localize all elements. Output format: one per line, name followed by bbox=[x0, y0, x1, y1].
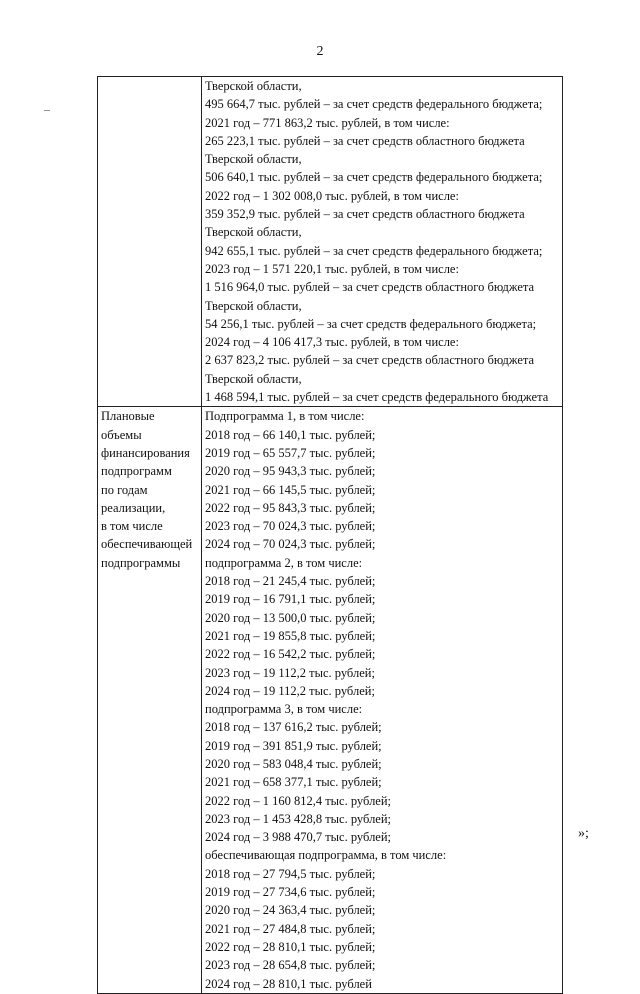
label-line: объемы bbox=[101, 427, 142, 442]
text-line: 2018 год – 21 245,4 тыс. рублей; bbox=[205, 574, 376, 589]
text-line: Тверской области, bbox=[205, 298, 302, 313]
text-line: Тверской области, bbox=[205, 225, 302, 240]
text-line: 2024 год – 70 024,3 тыс. рублей; bbox=[205, 537, 376, 552]
text-line: 2022 год – 1 302 008,0 тыс. рублей, в том числе: bbox=[205, 188, 459, 203]
text-line: Подпрограмма 1, в том числе: bbox=[205, 409, 365, 424]
text-line: 942 655,1 тыс. рублей – за счет средств федерального бюджета; bbox=[205, 243, 543, 258]
text-line: 2021 год – 27 484,8 тыс. рублей; bbox=[205, 921, 376, 936]
text-line: 506 640,1 тыс. рублей – за счет средств федерального бюджета; bbox=[205, 170, 543, 185]
passport-table bbox=[97, 76, 563, 994]
text-line: 495 664,7 тыс. рублей – за счет средств федерального бюджета; bbox=[205, 97, 543, 112]
text-line: 2020 год – 95 943,3 тыс. рублей; bbox=[205, 464, 376, 479]
row1-left-cell bbox=[98, 77, 202, 407]
text-line: 2020 год – 13 500,0 тыс. рублей; bbox=[205, 610, 376, 625]
label-line: в том числе bbox=[101, 519, 163, 534]
text-line: 2022 год – 95 843,3 тыс. рублей; bbox=[205, 500, 376, 515]
label-line: реализации, bbox=[101, 500, 166, 515]
label-line: подпрограмм bbox=[101, 464, 172, 479]
label-line: по годам bbox=[101, 482, 148, 497]
text-line: подпрограмма 3, в том числе: bbox=[205, 702, 363, 717]
label-line: подпрограммы bbox=[101, 555, 181, 570]
text-line: 2023 год – 1 571 220,1 тыс. рублей, в том числе: bbox=[205, 261, 459, 276]
text-line: 2023 год – 1 453 428,8 тыс. рублей; bbox=[205, 811, 392, 826]
text-line: 2021 год – 658 377,1 тыс. рублей; bbox=[205, 775, 382, 790]
text-line: 2 637 823,2 тыс. рублей – за счет средств областного бюджета bbox=[205, 353, 535, 368]
text-line: 2024 год – 28 810,1 тыс. рублей bbox=[205, 976, 372, 991]
text-line: 2024 год – 3 988 470,7 тыс. рублей; bbox=[205, 830, 392, 845]
row2-right-cell bbox=[202, 407, 563, 994]
text-line: 2023 год – 70 024,3 тыс. рублей; bbox=[205, 519, 376, 534]
text-line: 2019 год – 27 734,6 тыс. рублей; bbox=[205, 885, 376, 900]
row2-left-cell bbox=[98, 407, 202, 994]
text-line: 2022 год – 1 160 812,4 тыс. рублей; bbox=[205, 793, 392, 808]
text-line: 2019 год – 16 791,1 тыс. рублей; bbox=[205, 592, 376, 607]
text-line: Тверской области, bbox=[205, 152, 302, 167]
text-line: обеспечивающая подпрограмма, в том числе: bbox=[205, 848, 447, 863]
text-line: Тверской области, bbox=[205, 79, 302, 93]
label-line: обеспечивающей bbox=[101, 537, 193, 552]
text-line: 2018 год – 137 616,2 тыс. рублей; bbox=[205, 720, 382, 735]
label-line: Плановые bbox=[101, 409, 155, 424]
text-line: 2020 год – 24 363,4 тыс. рублей; bbox=[205, 903, 376, 918]
text-line: 2021 год – 66 145,5 тыс. рублей; bbox=[205, 482, 376, 497]
text-line: 2024 год – 19 112,2 тыс. рублей; bbox=[205, 683, 375, 698]
closing-quote-mark: »; bbox=[578, 826, 589, 841]
text-line: 265 223,1 тыс. рублей – за счет средств областного бюджета bbox=[205, 133, 525, 148]
text-line: Тверской области, bbox=[205, 371, 302, 386]
margin-mark bbox=[44, 110, 50, 111]
text-line: подпрограмма 2, в том числе: bbox=[205, 555, 363, 570]
text-line: 2023 год – 28 654,8 тыс. рублей; bbox=[205, 958, 376, 973]
table-row-subprogram-funding bbox=[98, 407, 563, 994]
text-line: 2022 год – 28 810,1 тыс. рублей; bbox=[205, 939, 376, 954]
text-line: 2021 год – 771 863,2 тыс. рублей, в том числе: bbox=[205, 115, 450, 130]
text-line: 2018 год – 66 140,1 тыс. рублей; bbox=[205, 427, 376, 442]
text-line: 2019 год – 65 557,7 тыс. рублей; bbox=[205, 445, 376, 460]
page-number: 2 bbox=[316, 44, 324, 59]
label-line: финансирования bbox=[101, 445, 190, 460]
text-line: 2022 год – 16 542,2 тыс. рублей; bbox=[205, 647, 376, 662]
text-line: 2020 год – 583 048,4 тыс. рублей; bbox=[205, 756, 382, 771]
text-line: 2023 год – 19 112,2 тыс. рублей; bbox=[205, 665, 375, 680]
text-line: 2019 год – 391 851,9 тыс. рублей; bbox=[205, 738, 382, 753]
row1-right-cell bbox=[202, 77, 563, 407]
text-line: 2021 год – 19 855,8 тыс. рублей; bbox=[205, 628, 376, 643]
text-line: 54 256,1 тыс. рублей – за счет средств федерального бюджета; bbox=[205, 316, 537, 331]
text-line: 359 352,9 тыс. рублей – за счет средств областного бюджета bbox=[205, 207, 525, 222]
table-row-continuation bbox=[98, 77, 563, 407]
text-line: 2018 год – 27 794,5 тыс. рублей; bbox=[205, 866, 376, 881]
text-line: 1 468 594,1 тыс. рублей – за счет средств федерального бюджета bbox=[205, 390, 549, 405]
text-line: 1 516 964,0 тыс. рублей – за счет средств областного бюджета bbox=[205, 280, 535, 295]
text-line: 2024 год – 4 106 417,3 тыс. рублей, в том числе: bbox=[205, 335, 459, 350]
